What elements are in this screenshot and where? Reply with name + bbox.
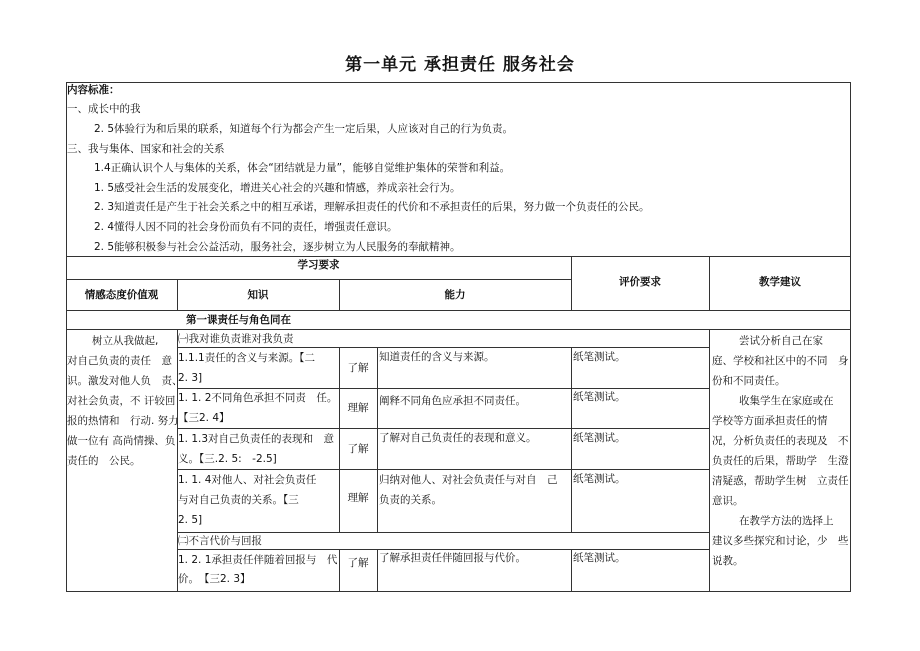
level-text: 了解	[347, 362, 369, 374]
knowledge-text: 1. 1.3对自己负责任的表现和 意	[178, 433, 335, 445]
header-knowledge: 知识	[247, 289, 269, 301]
section-heading: 一、成长中的我	[67, 103, 141, 115]
emotion-text: 报的热情和 行动. 努力	[67, 415, 179, 427]
topic-heading: ㈡不言代价与回报	[178, 535, 262, 547]
standard-item: 2. 4懂得人因不同的社会身份而负有不同的责任，增强责任意识。	[94, 221, 398, 233]
standard-item: 2. 5能够积极参与社会公益活动，服务社会，逐步树立为人民服务的奉献精神。	[94, 241, 461, 253]
standard-item: 2. 5体验行为和后果的联系，知道每个行为都会产生一定后果，人应该对自己的行为负责。	[94, 123, 514, 135]
standard-item: 1. 5感受社会生活的发展变化，增进关心社会的兴趣和情感，养成亲社会行为。	[94, 182, 461, 194]
teaching-text: 清疑惑，帮助学生树 立责任	[712, 475, 849, 487]
header-teaching: 教学建议	[759, 276, 801, 288]
teaching-text: 庭、学校和社区中的不同 身	[712, 355, 849, 367]
teaching-text: 负责任的后果，帮助学 生澄	[712, 455, 849, 467]
emotion-text: 对自己负责的责任 意	[67, 355, 172, 367]
teaching-text: 建议多些探究和讨论，少 些	[712, 535, 849, 547]
standards-heading: 内容标准：	[67, 84, 120, 96]
emotion-text: 责任的 公民。	[67, 455, 141, 467]
knowledge-text: 价。 【三2. 3】	[178, 573, 251, 585]
knowledge-text: 1. 2. 1承担责任伴随着回报与 代	[178, 554, 338, 566]
teaching-text: 学校等方面承担责任的情	[712, 415, 828, 427]
emotion-text: 做一位有 高尚情操、负	[67, 435, 176, 447]
ability-text: 负责的关系。	[379, 494, 442, 506]
evaluation-text: 纸笔测试。	[573, 552, 626, 564]
section-heading: 三、我与集体、国家和社会的关系	[67, 143, 225, 155]
emotion-text: 树立从我做起,	[92, 335, 159, 347]
evaluation-text: 纸笔测试。	[573, 351, 626, 363]
knowledge-text: 义。【三.2. 5: -2.5]	[178, 453, 277, 465]
level-text: 了解	[347, 557, 369, 569]
teaching-text: 收集学生在家庭或在	[739, 395, 834, 407]
teaching-text: 意识。	[712, 495, 744, 507]
ability-text: 了解对自己负责任的表现和意义。	[379, 432, 537, 444]
teaching-text: 份和不同责任。	[712, 375, 786, 387]
teaching-text: 尝试分析自己在家	[739, 335, 823, 347]
ability-text: 知道责任的含义与来源。	[379, 351, 495, 363]
level-text: 理解	[347, 492, 369, 504]
header-learning-requirements: 学习要求	[297, 259, 340, 271]
ability-text: 归纳对他人、对社会负责任与对自 己	[379, 474, 558, 486]
teaching-text: 在教学方法的选择上	[739, 515, 834, 527]
standard-item: 2. 3知道责任是产生于社会关系之中的相互承诺，理解承担责任的代价和不承担责任的后果，努力做一个负责任的公民。	[94, 201, 650, 213]
teaching-text: 说教。	[712, 555, 744, 567]
teaching-text: 况，分析负责任的表现及 不	[712, 435, 849, 447]
knowledge-text: 与对自己负责的关系。【三	[178, 494, 299, 506]
knowledge-text: 1.1.1责任的含义与来源。【二	[178, 352, 315, 364]
page-title: 第一单元 承担责任 服务社会	[345, 55, 575, 75]
header-evaluation: 评价要求	[619, 276, 661, 288]
emotion-text: 对社会负责，不 讦较回	[67, 395, 176, 407]
knowledge-text: 1. 1. 2不同角色承担不同责 任。	[178, 392, 338, 404]
knowledge-text: 【三2. 4】	[178, 412, 230, 424]
knowledge-text: 1. 1. 4对他人、对社会负责任	[178, 474, 317, 486]
ability-text: 阐释不同角色应承担不同责任。	[379, 395, 526, 407]
evaluation-text: 纸笔测试。	[573, 432, 626, 444]
topic-heading: ㈠我对谁负责谁对我负责	[178, 333, 294, 345]
level-text: 了解	[347, 443, 369, 455]
knowledge-text: 2. 5]	[178, 514, 203, 526]
lesson-title: 第一课责任与角色同在	[186, 314, 291, 326]
header-emotion: 情感态度价值观	[84, 289, 159, 301]
standard-item: 1.4正确认识个人与集体的关系，体会“团结就是力量”，能够自觉维护集体的荣誉和利益。	[94, 162, 511, 174]
curriculum-table	[66, 82, 851, 591]
evaluation-text: 纸笔测试。	[573, 473, 626, 485]
ability-text: 了解承担责任伴随回报与代价。	[379, 552, 526, 564]
emotion-text: 识。激发对他人负 责、	[67, 375, 183, 387]
evaluation-text: 纸笔测试。	[573, 391, 626, 403]
level-text: 理解	[347, 402, 369, 414]
header-ability: 能力	[444, 289, 466, 301]
knowledge-text: 2. 3]	[178, 372, 203, 384]
